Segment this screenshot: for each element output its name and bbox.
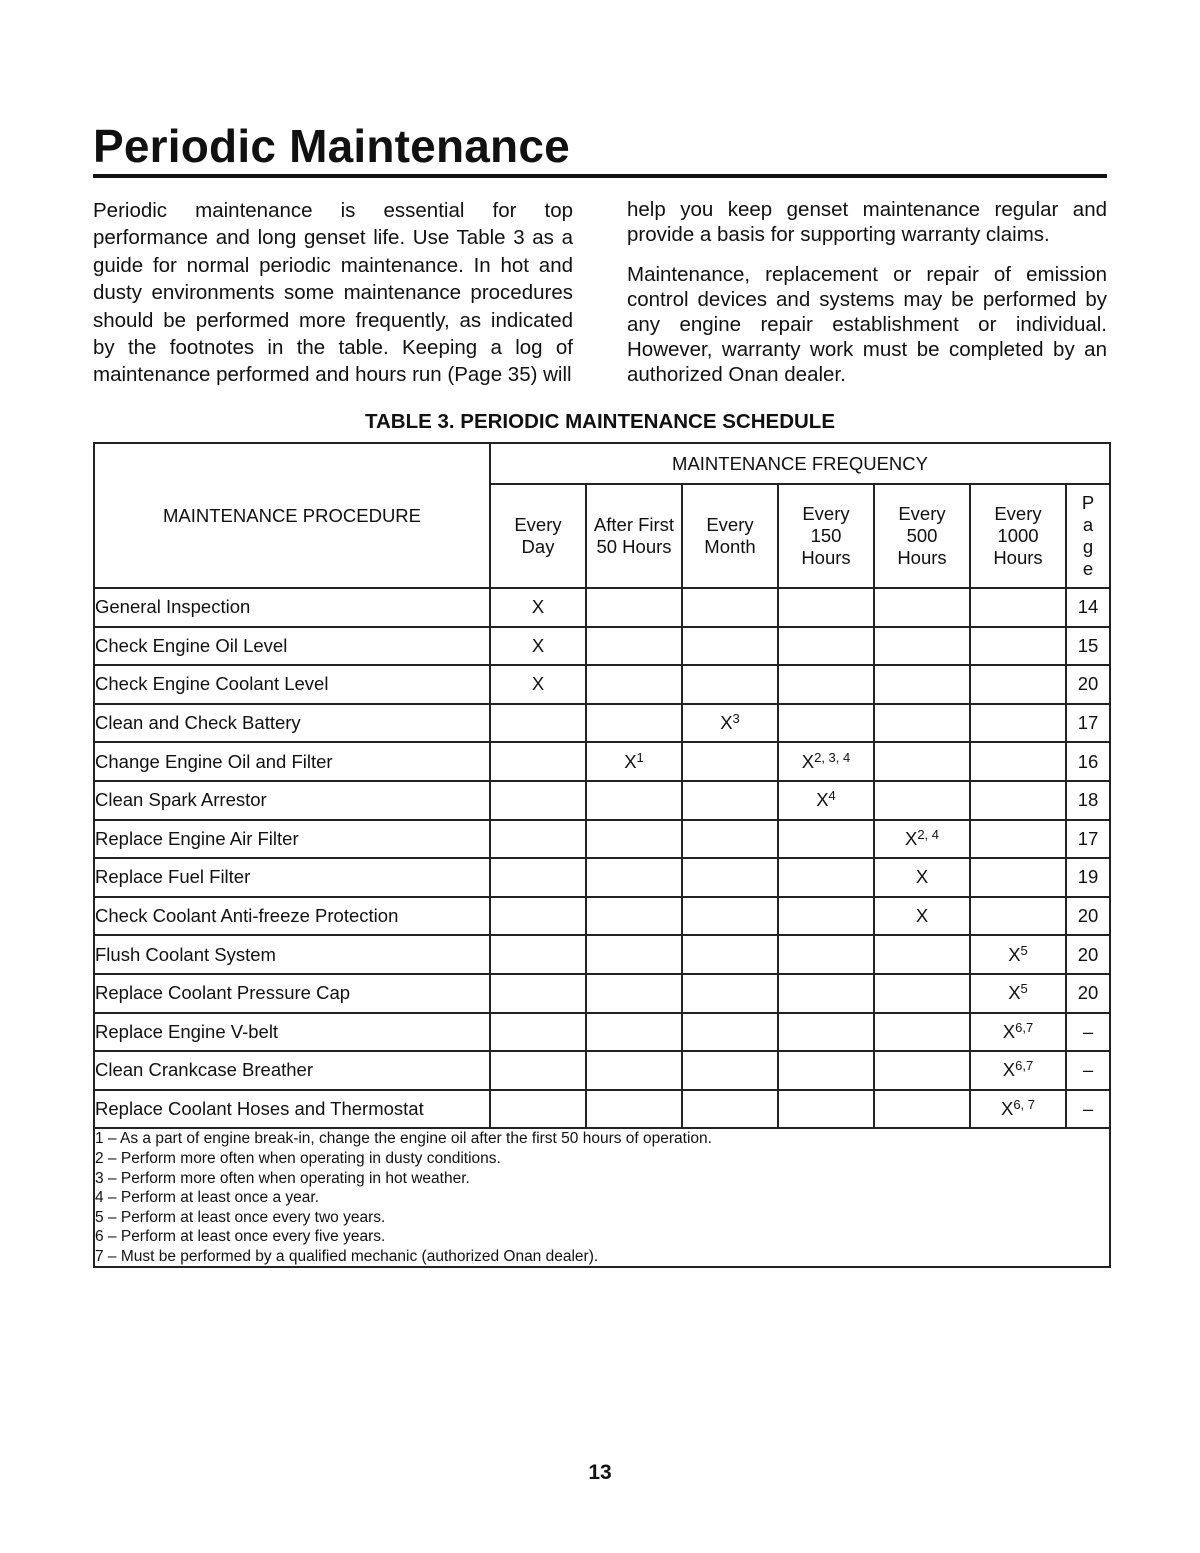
table-row [94, 627, 1110, 666]
frequency-cell [970, 820, 1066, 859]
table-row [94, 665, 1110, 704]
page-cell: 20 [1066, 665, 1110, 704]
frequency-cell [874, 627, 970, 666]
page-col-header: P a g e [1066, 484, 1110, 588]
frequency-col-header: Every 1000 Hours [970, 484, 1066, 588]
table-row [94, 1051, 1110, 1090]
frequency-cell [874, 820, 970, 859]
frequency-cell [778, 665, 874, 704]
frequency-cell [778, 858, 874, 897]
frequency-header: MAINTENANCE FREQUENCY [490, 443, 1110, 484]
frequency-cell [682, 1013, 778, 1052]
frequency-cell [970, 742, 1066, 781]
frequency-cell [586, 665, 682, 704]
frequency-cell [490, 1051, 586, 1090]
frequency-cell [586, 1090, 682, 1129]
procedure-cell: Clean and Check Battery [94, 704, 490, 743]
frequency-cell [586, 627, 682, 666]
frequency-cell [778, 974, 874, 1013]
frequency-cell [490, 974, 586, 1013]
frequency-cell [682, 858, 778, 897]
frequency-cell [490, 781, 586, 820]
frequency-cell [586, 935, 682, 974]
frequency-col-header: Every Day [490, 484, 586, 588]
frequency-col-header: After First 50 Hours [586, 484, 682, 588]
frequency-cell [778, 820, 874, 859]
procedure-cell: General Inspection [94, 588, 490, 627]
procedure-cell: Replace Coolant Pressure Cap [94, 974, 490, 1013]
frequency-col-header: Every 500 Hours [874, 484, 970, 588]
page-cell: 15 [1066, 627, 1110, 666]
footnote-ref: 2, 3, 4 [814, 749, 851, 765]
frequency-cell [586, 820, 682, 859]
maintenance-schedule-table [93, 442, 1111, 1268]
frequency-cell [586, 704, 682, 743]
intro-paragraph-right-1: help you keep genset maintenance regular and provide a basis for supporting warranty claims. [627, 198, 1107, 246]
page-title: Periodic Maintenance [93, 120, 570, 172]
procedure-cell: Clean Spark Arrestor [94, 781, 490, 820]
frequency-cell [490, 1013, 586, 1052]
frequency-cell [874, 704, 970, 743]
procedure-cell: Replace Coolant Hoses and Thermostat [94, 1090, 490, 1129]
page-cell: 14 [1066, 588, 1110, 627]
table-row [94, 1090, 1110, 1129]
intro-paragraph-left: Periodic maintenance is essential for top performance and long genset life. Use Table 3 as a guide for normal periodic maintenance. In hot and dusty environments some maintenance procedures should be performed more frequently, as indicated by the footnotes in the table. Keeping a log of maintenance performed and hours run (Page 35) will [93, 199, 573, 387]
table-row [94, 704, 1110, 743]
footnote-ref: 5 [1020, 981, 1028, 997]
page-cell: 18 [1066, 781, 1110, 820]
frequency-cell [682, 742, 778, 781]
footnote: 6 – Perform at least once every five years. [95, 1228, 386, 1246]
frequency-cell [490, 820, 586, 859]
frequency-cell [490, 858, 586, 897]
frequency-cell [970, 1013, 1066, 1052]
frequency-cell [490, 627, 586, 666]
table-row [94, 781, 1110, 820]
frequency-col-header: Every Month [682, 484, 778, 588]
frequency-cell [586, 1013, 682, 1052]
frequency-cell [874, 974, 970, 1013]
procedure-cell: Replace Engine V-belt [94, 1013, 490, 1052]
footnote-ref: 6,7 [1015, 1058, 1034, 1074]
page-cell: – [1066, 1013, 1110, 1052]
page-cell: 20 [1066, 974, 1110, 1013]
frequency-cell [874, 897, 970, 936]
page-cell: 20 [1066, 897, 1110, 936]
frequency-cell [970, 781, 1066, 820]
frequency-cell [586, 588, 682, 627]
footnote-ref: 2, 4 [917, 826, 940, 842]
frequency-cell [874, 1013, 970, 1052]
footnote-ref: 6,7 [1015, 1019, 1034, 1035]
frequency-cell [778, 588, 874, 627]
frequency-cell [874, 665, 970, 704]
frequency-cell [682, 588, 778, 627]
frequency-cell [970, 665, 1066, 704]
table-caption: TABLE 3. PERIODIC MAINTENANCE SCHEDULE [364, 410, 835, 433]
frequency-cell [682, 820, 778, 859]
frequency-cell [682, 704, 778, 743]
frequency-cell [778, 1013, 874, 1052]
page-cell: 20 [1066, 935, 1110, 974]
footnote-ref: 4 [828, 788, 836, 804]
frequency-cell [970, 858, 1066, 897]
frequency-cell [490, 742, 586, 781]
frequency-cell [970, 1051, 1066, 1090]
frequency-cell [682, 1090, 778, 1129]
page-cell: 19 [1066, 858, 1110, 897]
page-cell: 17 [1066, 820, 1110, 859]
table-row [94, 935, 1110, 974]
frequency-cell [874, 1051, 970, 1090]
frequency-mark: X [624, 750, 637, 772]
frequency-cell [682, 665, 778, 704]
footnote: 7 – Must be performed by a qualified mechanic (authorized Onan dealer). [95, 1247, 599, 1265]
frequency-cell [490, 935, 586, 974]
frequency-cell [970, 1090, 1066, 1129]
frequency-cell [490, 704, 586, 743]
frequency-cell [490, 1090, 586, 1129]
frequency-cell [682, 935, 778, 974]
table-row [94, 1013, 1110, 1052]
frequency-cell [490, 588, 586, 627]
frequency-cell [970, 974, 1066, 1013]
frequency-cell [874, 935, 970, 974]
frequency-mark: X [816, 789, 829, 811]
frequency-col-header: Every 150 Hours [778, 484, 874, 588]
frequency-mark: X [1002, 1059, 1016, 1081]
frequency-cell [490, 897, 586, 936]
frequency-cell [586, 781, 682, 820]
footnote-ref: 1 [636, 749, 644, 765]
frequency-mark: X [720, 712, 733, 734]
frequency-cell [874, 1090, 970, 1129]
footnote: 1 – As a part of engine break-in, change the engine oil after the first 50 hours of operation. [95, 1130, 712, 1148]
frequency-mark: X [801, 750, 815, 772]
frequency-cell [586, 742, 682, 781]
procedure-cell: Check Engine Oil Level [94, 627, 490, 666]
procedure-cell: Change Engine Oil and Filter [94, 742, 490, 781]
frequency-mark: X [915, 866, 929, 888]
procedure-cell: Flush Coolant System [94, 935, 490, 974]
frequency-mark: X [531, 596, 545, 618]
procedure-cell: Clean Crankcase Breather [94, 1051, 490, 1090]
frequency-cell [586, 1051, 682, 1090]
frequency-cell [778, 627, 874, 666]
frequency-cell [970, 935, 1066, 974]
frequency-cell [586, 858, 682, 897]
frequency-cell [874, 858, 970, 897]
table-row [94, 742, 1110, 781]
frequency-mark: X [531, 673, 545, 695]
footnote: 3 – Perform more often when operating in hot weather. [95, 1169, 470, 1187]
frequency-mark: X [1008, 943, 1021, 965]
frequency-cell [874, 588, 970, 627]
footnote: 4 – Perform at least once a year. [95, 1189, 320, 1207]
procedure-header: MAINTENANCE PROCEDURE [94, 443, 490, 588]
footnote: 2 – Perform more often when operating in dusty conditions. [95, 1149, 501, 1167]
frequency-mark: X [904, 827, 918, 849]
frequency-cell [490, 665, 586, 704]
frequency-cell [970, 588, 1066, 627]
footnotes [94, 1128, 1110, 1267]
footnote: 5 – Perform at least once every two years. [95, 1208, 386, 1226]
table-row [94, 974, 1110, 1013]
frequency-cell [682, 897, 778, 936]
table-row [94, 588, 1110, 627]
frequency-mark: X [1002, 1020, 1016, 1042]
frequency-mark: X [531, 634, 545, 656]
page-number: 13 [588, 1461, 612, 1484]
procedure-cell: Check Coolant Anti-freeze Protection [94, 897, 490, 936]
procedure-cell: Replace Engine Air Filter [94, 820, 490, 859]
footnote-ref: 5 [1020, 942, 1028, 958]
frequency-cell [682, 1051, 778, 1090]
frequency-cell [778, 1051, 874, 1090]
frequency-cell [682, 974, 778, 1013]
frequency-cell [874, 781, 970, 820]
frequency-cell [586, 897, 682, 936]
frequency-mark: X [915, 905, 929, 927]
frequency-cell [970, 627, 1066, 666]
frequency-cell [874, 742, 970, 781]
frequency-cell [778, 1090, 874, 1129]
frequency-cell [778, 781, 874, 820]
intro-paragraph-right-2: Maintenance, replacement or repair of emission control devices and systems may be performed by any engine repair establishment or individual. However, warranty work must be completed by an authorized Onan dealer. [627, 263, 1107, 386]
frequency-cell [778, 704, 874, 743]
page-cell: 17 [1066, 704, 1110, 743]
frequency-cell [970, 704, 1066, 743]
frequency-cell [682, 781, 778, 820]
footnote-ref: 3 [732, 711, 740, 727]
table-row [94, 897, 1110, 936]
page-cell: – [1066, 1090, 1110, 1129]
frequency-mark: X [1008, 982, 1021, 1004]
title-rule [93, 174, 1107, 178]
procedure-cell: Replace Fuel Filter [94, 858, 490, 897]
frequency-cell [586, 974, 682, 1013]
procedure-cell: Check Engine Coolant Level [94, 665, 490, 704]
footnote-ref: 6, 7 [1013, 1097, 1036, 1113]
page-cell: 16 [1066, 742, 1110, 781]
frequency-cell [682, 627, 778, 666]
frequency-cell [778, 742, 874, 781]
frequency-cell [778, 935, 874, 974]
table-row [94, 820, 1110, 859]
frequency-cell [778, 897, 874, 936]
frequency-cell [970, 897, 1066, 936]
page-cell: – [1066, 1051, 1110, 1090]
frequency-mark: X [1000, 1098, 1014, 1120]
table-row [94, 858, 1110, 897]
